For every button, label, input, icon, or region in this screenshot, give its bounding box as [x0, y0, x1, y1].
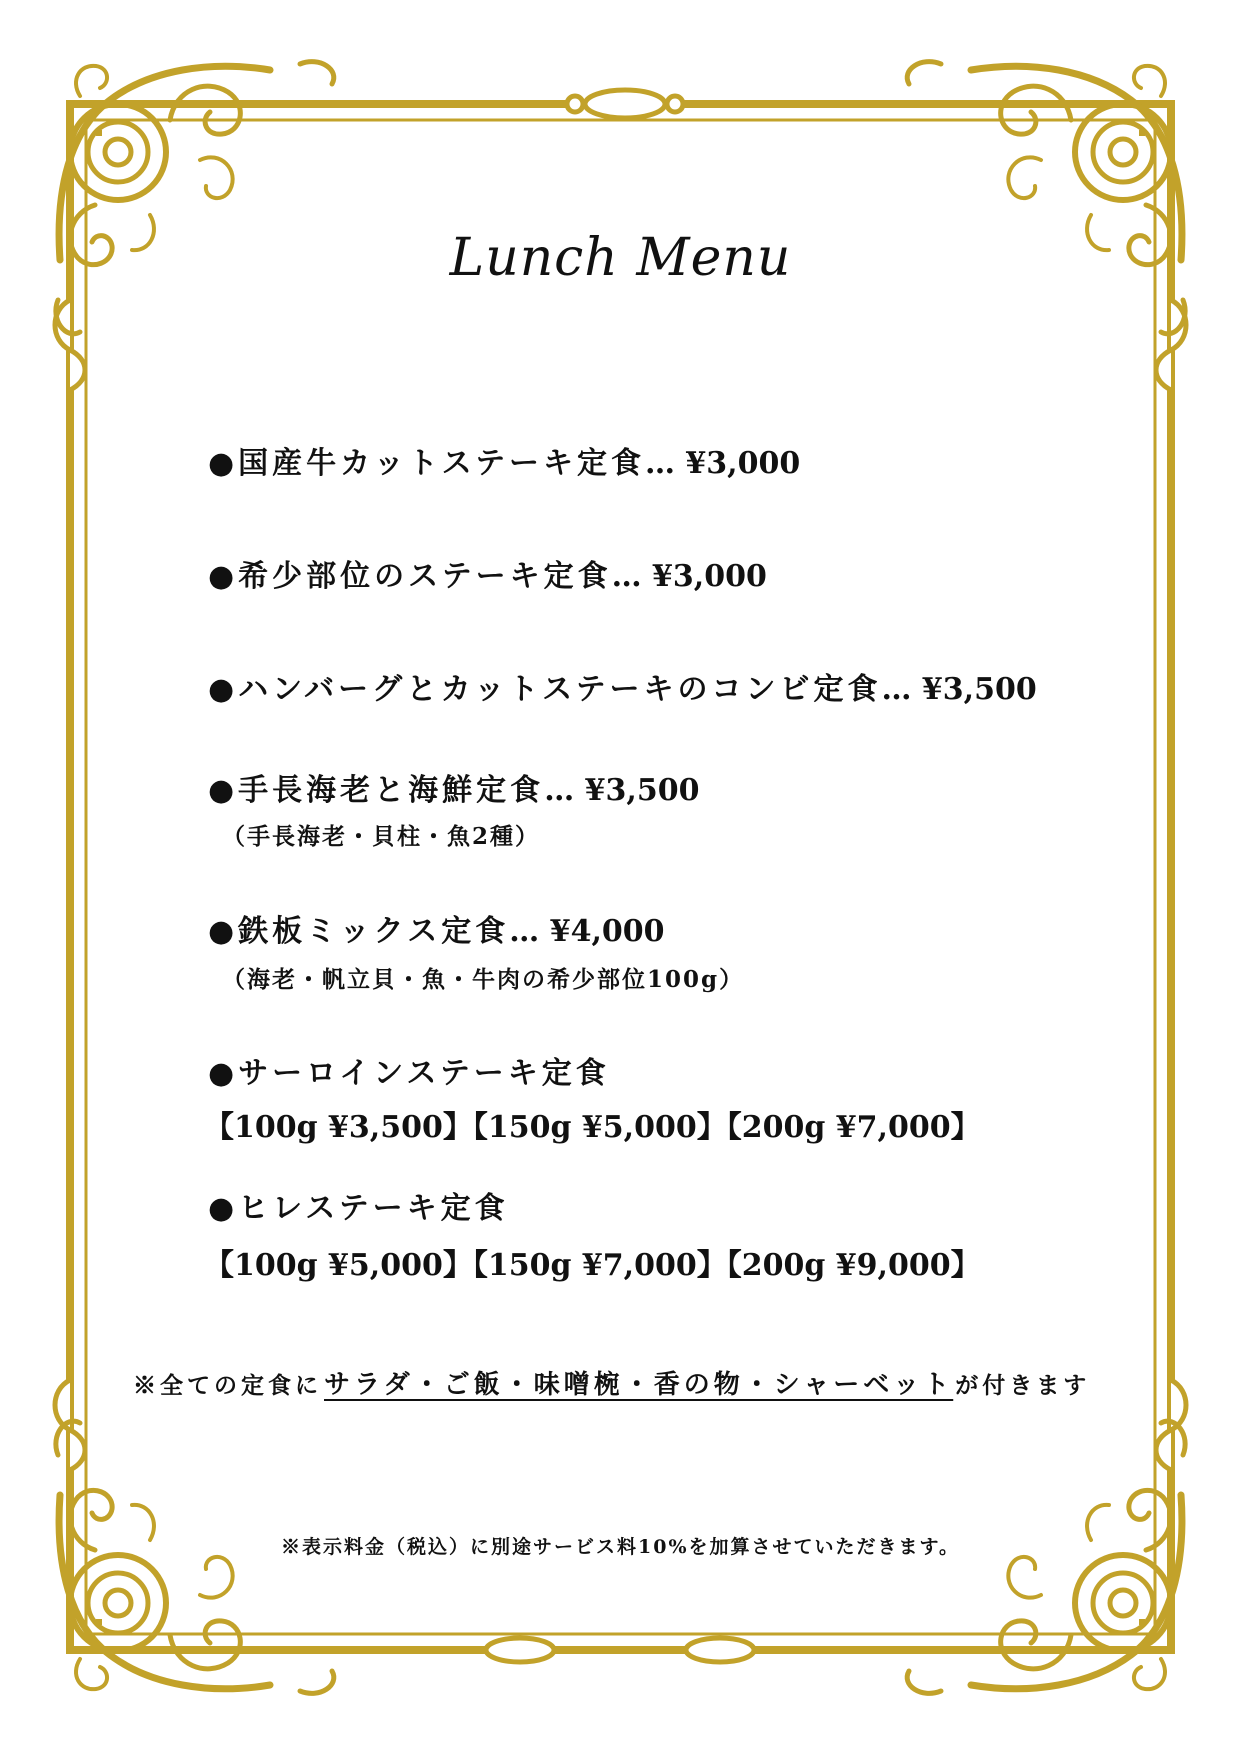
menu-item-seafood — [208, 765, 699, 809]
menu-item-teppan-mix — [208, 906, 665, 950]
service-charge-footnote: ※表示料金（税込）に別途サービス料10%を加算させていただきます。 — [281, 1536, 960, 1558]
menu-item-size-prices: 【100g ¥3,500】【150g ¥5,000】【200g ¥7,000】 — [204, 1110, 981, 1145]
included-items-note — [133, 1364, 1090, 1401]
menu-item-detail: （海老・帆立貝・魚・牛肉の希少部位100g） — [222, 966, 745, 993]
menu-item-name: ●ヒレステーキ定食 — [208, 1191, 509, 1226]
menu-item-sirloin — [208, 1048, 610, 1092]
menu-item-detail: （手長海老・貝柱・魚2種） — [222, 823, 541, 850]
menu-item-cut-steak — [208, 438, 800, 482]
note-included-items: サラダ・ご飯・味噌椀・香の物・シャーベット — [324, 1370, 954, 1400]
menu-item-price: … ¥4,000 — [509, 914, 665, 949]
menu-item-name: ●鉄板ミックス定食 — [208, 914, 510, 949]
menu-item-price: … ¥3,500 — [881, 672, 1037, 707]
menu-item-name: ●手長海老と海鮮定食 — [208, 773, 545, 808]
menu-item-fillet — [208, 1183, 509, 1227]
menu-item-name: ●国産牛カットステーキ定食 — [208, 446, 645, 481]
menu-item-size-prices: 【100g ¥5,000】【150g ¥7,000】【200g ¥9,000】 — [204, 1248, 981, 1283]
menu-item-rare-cut-steak — [208, 551, 767, 595]
note-prefix: ※全ての定食に — [133, 1372, 322, 1399]
menu-item-price: … ¥3,500 — [544, 773, 700, 808]
menu-item-hamburg-combo — [208, 664, 1037, 708]
menu-item-name: ●希少部位のステーキ定食 — [208, 559, 612, 594]
menu-item-name: ●サーロインステーキ定食 — [208, 1056, 610, 1091]
menu-title: Lunch Menu — [449, 228, 792, 288]
menu-item-price: … ¥3,000 — [611, 559, 767, 594]
menu-item-name: ●ハンバーグとカットステーキのコンビ定食 — [208, 672, 882, 707]
note-suffix: が付きます — [955, 1372, 1091, 1399]
menu-item-price: … ¥3,000 — [644, 446, 801, 481]
